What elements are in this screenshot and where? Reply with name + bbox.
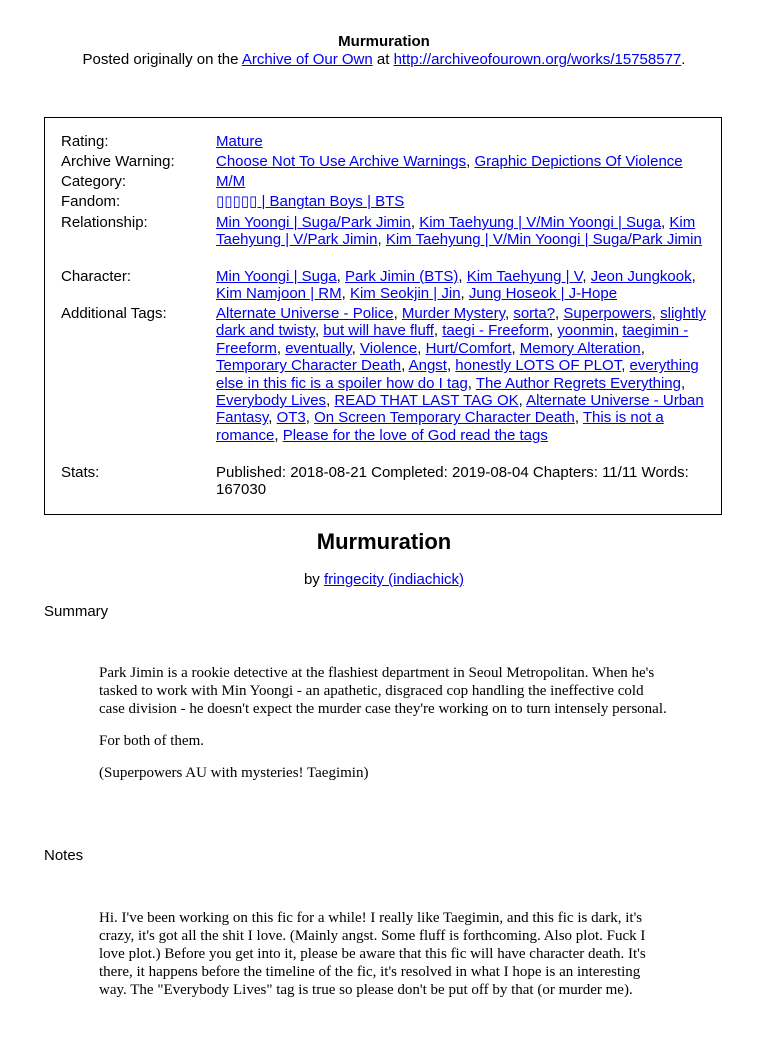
tag-link[interactable]: Kim Taehyung | V/Park Jimin — [216, 214, 696, 249]
relationship-tags — [216, 214, 711, 249]
tag-separator: , — [401, 357, 409, 375]
tag-link[interactable]: Memory Alteration — [519, 339, 641, 357]
work-url-link[interactable]: http://archiveofourown.org/works/15758577 — [393, 51, 682, 68]
tag-link[interactable]: Alternate Universe - Urban Fantasy — [216, 392, 704, 427]
tag-separator: , — [467, 374, 476, 392]
warning-label: Archive Warning: — [61, 153, 175, 170]
tag-separator: , — [466, 153, 475, 170]
tag-link[interactable]: yoonmin — [557, 322, 614, 340]
summary-heading: Summary — [44, 603, 109, 620]
tag-link[interactable]: Everybody Lives — [216, 392, 327, 410]
tag-link[interactable]: honestly LOTS OF PLOT — [455, 357, 622, 375]
rating-tags — [216, 133, 711, 150]
tag-separator: , — [326, 392, 335, 410]
character-label: Character: — [61, 268, 132, 285]
tag-separator: , — [446, 357, 456, 375]
fandom-label: Fandom: — [61, 193, 121, 210]
additional-tags-label: Additional Tags: — [61, 305, 167, 322]
tag-link[interactable]: Alternate Universe - Police — [216, 305, 394, 322]
tag-link[interactable]: Kim Taehyung | V — [466, 268, 583, 285]
tag-link[interactable]: M/M — [216, 173, 246, 190]
notes-heading: Notes — [44, 847, 84, 864]
author-link[interactable]: fringecity (indiachick) — [323, 571, 465, 588]
tag-separator: , — [582, 268, 591, 285]
tag-link[interactable]: Hurt/Comfort — [425, 339, 512, 357]
tag-link[interactable]: taegi - Freeform — [442, 322, 549, 340]
tag-separator: , — [505, 305, 514, 322]
tag-separator: , — [460, 285, 469, 303]
rating-label: Rating: — [61, 133, 109, 150]
tag-link[interactable]: Jung Hoseok | J-Hope — [468, 285, 618, 303]
tag-link[interactable]: Park Jimin (BTS) — [345, 268, 459, 285]
summary-paragraph: For both of them. — [99, 733, 204, 749]
work-title: Murmuration — [316, 529, 452, 554]
tag-separator: , — [341, 285, 350, 303]
posted-prefix: Posted originally on the — [82, 51, 242, 68]
tag-separator: , — [314, 322, 324, 340]
tag-separator: , — [458, 268, 467, 285]
tag-link[interactable]: slightly dark and twisty — [216, 305, 706, 340]
stats-label: Stats: — [61, 464, 100, 481]
archive-link[interactable]: Archive of Our Own — [241, 51, 373, 68]
tag-separator: , — [268, 409, 277, 427]
tag-separator: , — [377, 231, 386, 249]
stats-text: Published: 2018-08-21 Completed: 2019-08-04 Chapters: 11/11 Words: 167030 — [216, 464, 689, 499]
posted-line — [0, 51, 768, 69]
summary-body — [99, 664, 669, 796]
tag-separator: , — [518, 392, 527, 410]
tag-separator: , — [680, 374, 686, 392]
category-label: Category: — [61, 173, 127, 190]
tag-link[interactable]: but will have fluff — [323, 322, 434, 340]
tag-link[interactable]: Min Yoongi | Suga — [216, 268, 337, 285]
tag-link[interactable]: Mature — [216, 133, 263, 150]
character-tags — [216, 268, 711, 303]
tag-separator: , — [614, 322, 623, 340]
tag-link[interactable]: taegimin - Freeform — [216, 322, 689, 357]
tag-link[interactable]: OT3 — [276, 409, 306, 427]
period: . — [681, 51, 686, 68]
tag-separator: , — [661, 214, 670, 231]
tag-link[interactable]: Temporary Character Death — [216, 357, 402, 375]
warning-tags — [216, 153, 711, 170]
tag-link[interactable]: eventually — [285, 339, 352, 357]
byline — [0, 571, 768, 588]
additional-tags — [216, 305, 711, 444]
tag-link[interactable]: Min Yoongi | Suga/Park Jimin — [216, 214, 411, 231]
tag-separator: , — [274, 426, 283, 444]
summary-paragraph: Park Jimin is a rookie detective at the flashiest department in Seoul Metropolitan. When he's tasked to work with Min Yoongi - an apathetic, disgraced cop handling the ineffective cold case division - he doesn't expect the murder case they're working on to turn intensely personal. — [99, 665, 667, 717]
document-title: Murmuration — [338, 33, 430, 50]
tag-separator: , — [351, 339, 360, 357]
notes-paragraph: Hi. I've been working on this fic for a while! I really like Taegimin, and this fic is dark, it's crazy, it's got all the shit I love. (Mainly angst. Some fluff is forthcoming. Also plot. Fuck I love plot.) Before you get into it, please be aware that this fic will have character death. It's there, it happens before the timeline of the fic, it's resolved in what I hope is an interesting way. The "Everybody Lives" tag is true so please don't be put off by that (or murder me). — [99, 910, 646, 998]
tag-separator: , — [640, 339, 645, 357]
tag-separator: , — [433, 322, 443, 340]
at-word: at — [372, 51, 394, 68]
tag-link[interactable]: Please for the love of God read the tags — [282, 426, 548, 444]
tag-separator: , — [393, 305, 402, 322]
notes-body — [99, 909, 669, 1013]
tag-separator: , — [511, 339, 520, 357]
tag-link[interactable]: Superpowers — [563, 305, 652, 322]
tag-separator: , — [305, 409, 315, 427]
tag-link[interactable]: Murder Mystery — [401, 305, 505, 322]
tag-link[interactable]: Kim Seokjin | Jin — [349, 285, 461, 303]
tag-link[interactable]: On Screen Temporary Character Death — [314, 409, 575, 427]
by-word: by — [303, 571, 324, 588]
tag-link[interactable]: ▯▯▯▯▯ | Bangtan Boys | BTS — [216, 193, 405, 210]
tag-link[interactable]: everything else in this fic is a spoiler how do I tag — [216, 357, 699, 392]
tag-link[interactable]: Violence — [359, 339, 418, 357]
tag-separator: , — [548, 322, 558, 340]
tag-separator: , — [691, 268, 696, 285]
tag-link[interactable]: Graphic Depictions Of Violence — [474, 153, 683, 170]
tag-link[interactable]: Kim Taehyung | V/Min Yoongi | Suga — [419, 214, 662, 231]
tag-separator: , — [417, 339, 426, 357]
fandom-tags — [216, 193, 711, 210]
tag-separator: , — [651, 305, 661, 322]
tag-separator: , — [410, 214, 420, 231]
tag-link[interactable]: The Author Regrets Everything — [475, 374, 681, 392]
tag-separator: , — [276, 339, 286, 357]
tag-link[interactable]: Choose Not To Use Archive Warnings — [216, 153, 467, 170]
document-header — [0, 33, 768, 69]
tag-separator: , — [336, 268, 346, 285]
summary-paragraph: (Superpowers AU with mysteries! Taegimin) — [99, 765, 369, 781]
tag-link[interactable]: READ THAT LAST TAG OK — [334, 392, 519, 410]
tag-link[interactable]: Angst — [408, 357, 447, 375]
tag-separator: , — [574, 409, 583, 427]
metadata-box — [44, 117, 722, 515]
tag-link[interactable]: This is not a romance — [216, 409, 664, 444]
tag-separator: , — [621, 357, 630, 375]
tag-link[interactable]: Jeon Jungkook — [590, 268, 692, 285]
category-tags — [216, 173, 711, 190]
tag-link[interactable]: Kim Namjoon | RM — [216, 285, 342, 303]
relationship-label: Relationship: — [61, 214, 148, 231]
tag-separator: , — [555, 305, 564, 322]
tag-link[interactable]: sorta? — [513, 305, 556, 322]
tag-link[interactable]: Kim Taehyung | V/Min Yoongi | Suga/Park Jimin — [385, 231, 702, 249]
